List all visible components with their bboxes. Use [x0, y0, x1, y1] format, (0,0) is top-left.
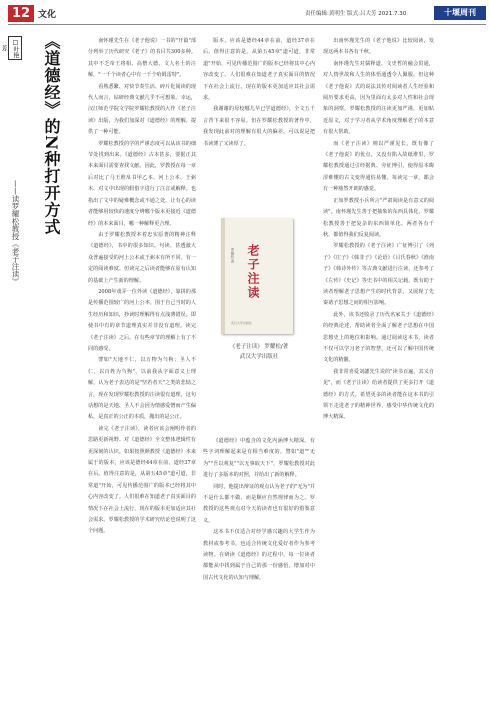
page-number: 12 [8, 5, 34, 22]
paragraph: 我非常喜爱刘勰先生说的"读书百遍，其义自见"，而《老子注读》给读者提供了更多打开《道德经》的方式。希望更多的读者能在这本书的引领下走进老子的精神世界，感受中华传统文化的博大精深。 [323, 368, 434, 421]
paragraph: 此外，该书还收录了历代名家关于《道德经》的经典论述，帮助读者全面了解老子思想在中国思想史上的地位和影响。通过阅读这本书，读者不仅可以学习老子的智慧，还可以了解中国传统文化的精髓。 [323, 311, 434, 364]
author-tag: □叶艳芳 [8, 36, 22, 60]
paragraph: 版本，应该是德经44章在前，道经37章在后。值得注意的是，从第五45章"道可道，非常道"开始，可见传播范围广的版本已经将其中心内容改变了。人们很难在知道老子真实面目的情况下在社会上流行，现在的版本更加适应其社会需求。 [203, 38, 315, 102]
paragraph: 同时，他提出辩证的观点认为老子的"无为"并不是什么都不做，而是顺应自然规律而为之。罗教授的这些观点对今天的读者也有很好的借鉴意义。 [203, 483, 315, 524]
book-cover-image [221, 218, 293, 334]
article-column-2-top [203, 36, 315, 201]
paragraph: 而《老子注读》则以严谨见长，既有像了《老子他说》的优点，又没有陷入故纸堆里。罗耀松教授通过引经据典、旁征博引，使得原本晦涩难懂的古文变得通俗易懂。每读完一章，都会有一种豁然开朗的感觉。 [323, 140, 434, 193]
editor-credits: 责任编辑:黄明生 版式:吕大芳 2021.7.30 [305, 11, 407, 17]
article-headline: 《道德经》的N种打开方式 [42, 33, 61, 236]
paragraph: 看熟悉繁、对快节奏生活、碎片化阅读的现代人而言，钻研经典文献几乎不可想象。幸运，汉江师范学院文学院罗耀松教授的大作《老子注读》出版，为我们加深对《道德经》的理解，提供了一种可能。 [88, 83, 196, 136]
book-caption [203, 342, 315, 362]
page-header [0, 0, 490, 22]
paragraph: 《道德经》中蕴含的文化内涵博大精深。有些字词理解起来是有相当难度的。譬如"道""无为""吾以观复""以无事取天下"，罗耀松教授对此进行了多版本的对照，并给出了新的解释。 [203, 438, 315, 479]
paragraph: 南怀瑾先生对儒释道、文史哲的融会贯通，对人情世故和人生的体悟通透令人佩服。但这种《老子他说》式的说法其传对阅读者人生经验和阅历要求更高，因为里面有太多对人性和社会现象的洞察。罗耀松教授的注读更加严谨，更加贴近原文，对于学习者从学术角度理解老子的本意有很大帮助。 [323, 60, 434, 136]
section-title: 文化 [38, 10, 57, 20]
paragraph: 出南怀瑾先生的《老子他说》比较阅读，发现这两本书各有千秋。 [323, 38, 434, 56]
paragraph: 读完《老子注读》，读者应该会阐明作者的思路更新视野。对《道德经》全文整体逻辑性有更深刻的认识。如果按照颜教授《道德经》本来属于的版本，应该是德经44章在前，道经37章在后。值得注意的是，从第五45章"道可道，非常道"开始，可见传播范围广的版本已经将其中心内容改变了。人们很难在知道老子真实面目的情况下在社会上流行，现在的版本更加适应其社会需求。罗耀松教授的学术研究结论也说明了这个问题。 [88, 425, 196, 535]
paragraph: 正如罗教授小兵所言"严肃阅读是有意义的阅读"。南怀瑾先生善于把抽象的东西具体化，罗耀松教授善于把复杂的东西简单化。两者各有千秋，都值得我们反复阅读。 [323, 197, 434, 238]
book-cover-publisher: 武汉大学出版社 [231, 321, 253, 325]
paragraph: 罗耀松教授的《老子注读》广征博引了《列子》《庄子》《韩非子》《论语》《吕氏春秋》《淮南子》《韩诗外传》等古典文献进行注读，还参考了《左传》《史记》等史书中的相关记载，既有助于读者理解老子思想产生的时代背景，又展现了先秦诸子思想之间的相互影响。 [323, 243, 434, 307]
article-subheading: ——读罗耀松教授《老子注读》 [11, 180, 20, 285]
caption-line-2: 武汉大学出版社 [239, 354, 279, 360]
paragraph: 我谢谢的母校哪儿早已学道德经》，全文五千言背下来很不容易。但在罗耀松教授的著作中，我发现此前对的理解有很大的偏差。可以说是把书读薄了又读厚了。 [203, 106, 315, 147]
article-column-2-bottom [203, 436, 315, 698]
book-cover-author: 罗耀松 著 [231, 248, 235, 264]
header-rule [8, 24, 486, 25]
paragraph: 罗耀松教授的学的严谨态度可以从该书的细节处找到出来。《道德经》古本甚多，要据正其本来面目需要查找文献。因此，罗教授在每一章后对比了马王堆帛书甲乙本、河上公本、王弼本、对文中出现的假借字进行了注音或解释。也指出了文中的疑难概念或不通之处。让有心的读者能够用较快的速度分辨哪个版本更接近《道德经》的本来面目，哪一种解释更合理。 [88, 140, 196, 227]
book-cover-title: 老子注读 [246, 244, 260, 300]
publication-brand: 十堰周刊 [434, 6, 486, 20]
book-spine [221, 218, 225, 334]
paragraph: 南怀瑾先生在《老子他说》一书的"开篇"部分列举了历代研究《老子》的书目共300多种。其中不乏帝王将相、高僧大德、文人名士的注解，"一千个读者心中有一千个哈姆雷特"。 [88, 38, 196, 79]
paragraph: 譬如"天地不仁，以万物为刍狗；圣人不仁，以百姓为刍狗"，以前我从字面意义上理解，认为老子表达的是"坚若者天"之类的悲恸之言，现在发现罗耀松教授的注读很有道理，这句话想的是天地、圣人不会因为情感爱憎而产生偏私，是真正的公正的本质，抛出的是公正。 [88, 357, 196, 421]
article-column-3 [323, 36, 434, 698]
caption-line-1: 《老子注读》 罗耀松/著 [229, 344, 289, 350]
paragraph: 这本书不仅适合对经学感兴趣的大学生作为教材或参考书，也适合传统文化爱好者作为参考读物。在研读《道德经》的过程中，每一位读者都能从中找到属于自己的那一份感悟，增加对中国古代文化的认知与理解。 [203, 529, 315, 581]
paragraph: 2008年戏弄一位外读《道德经》，靠拼的那是传播范围较广的河上公本。围于自己当时的人生经历和知识，抄读时理解得有点浅薄错误。即使书中有的章节道理真实并非没有道理。读完《老子注读》之后，在有些章节的理解上有了不同的感受。 [88, 288, 196, 352]
article-column-1 [88, 36, 196, 698]
paragraph: 由于罗耀松教授本着忠实原著的精神注释《道德经》，书中的很多知识、句读、甚透澈大众普遍接受的河上公本或王弼本有所不同。有一定的阅读难度。但读完之后读者能够在原有认知的基础上产生新的理解。 [88, 231, 196, 284]
